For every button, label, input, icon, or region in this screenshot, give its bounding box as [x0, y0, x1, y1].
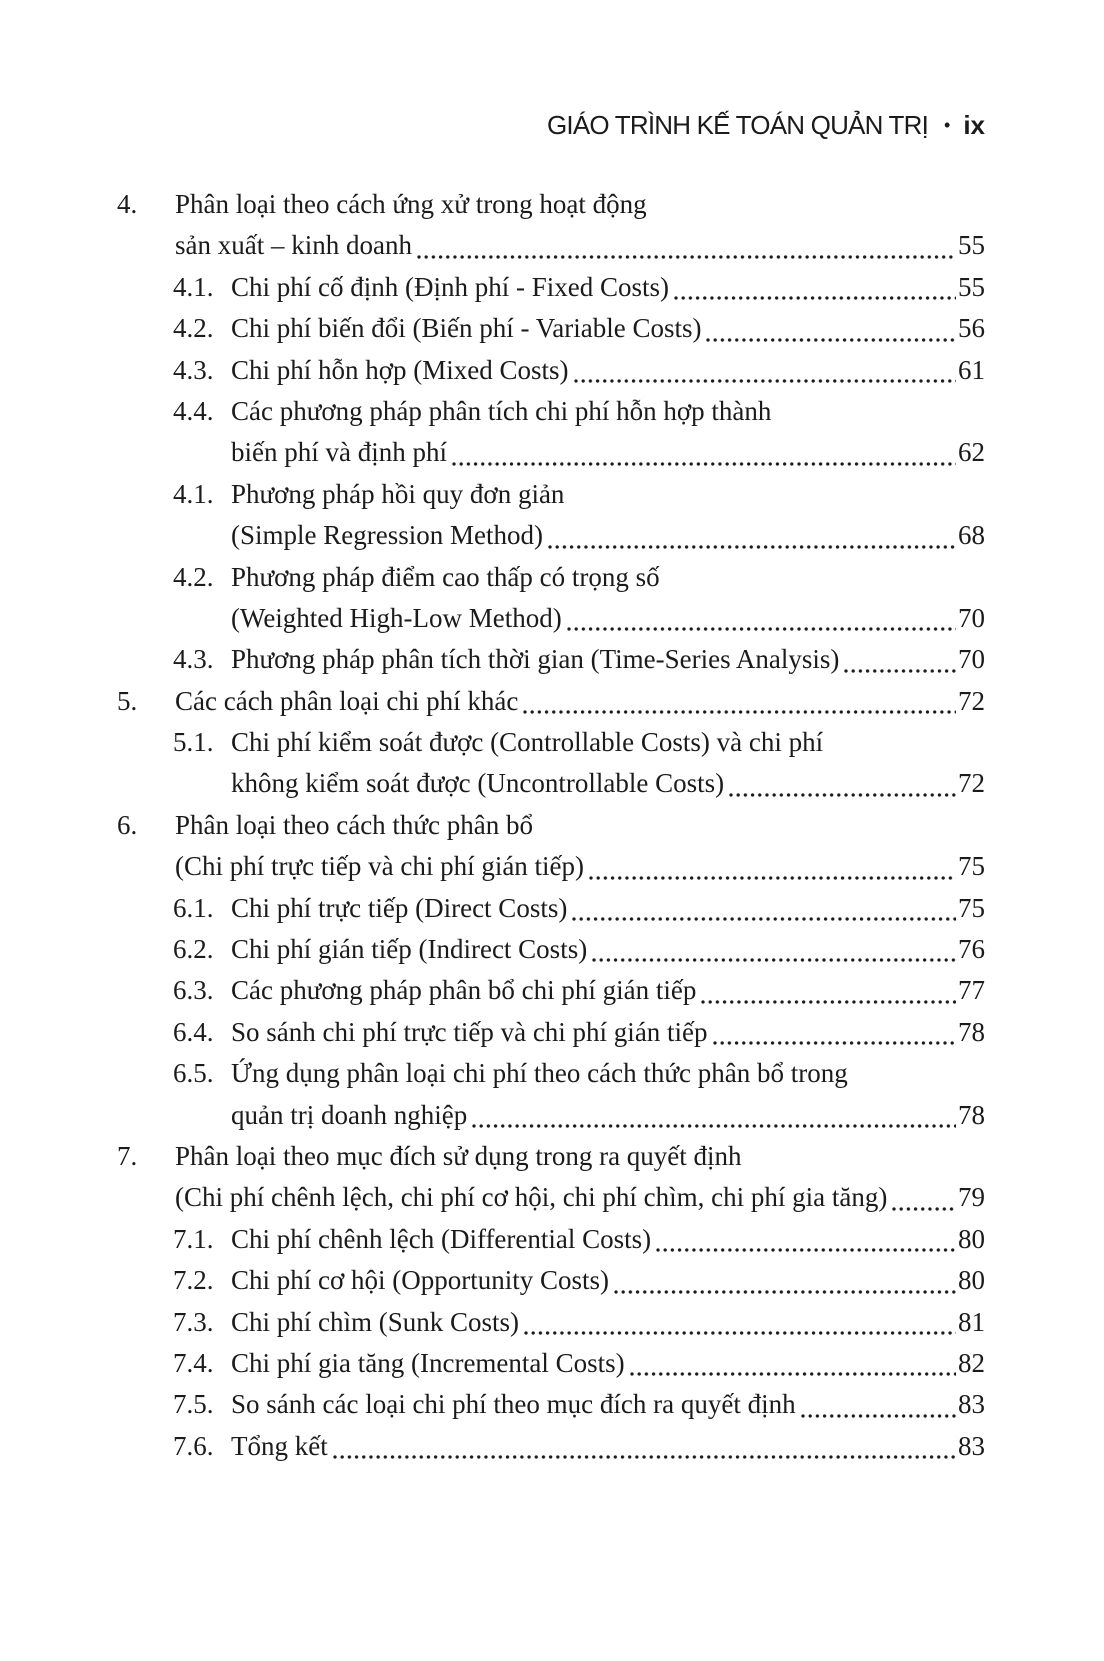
- toc-entry-number: 6.: [117, 809, 138, 840]
- toc-entry-title: Chi phí cố định (Định phí - Fixed Costs): [231, 271, 669, 302]
- toc-entry: [117, 846, 985, 887]
- toc-entry: [117, 1136, 985, 1177]
- toc-entry-page: 70: [958, 602, 985, 633]
- toc-entry-title: So sánh các loại chi phí theo mục đích ra quyết định: [231, 1389, 796, 1420]
- toc-entry-title: sản xuất – kinh doanh: [175, 230, 412, 261]
- toc-entry-number: 6.2.: [173, 934, 214, 965]
- toc-entry-title: Chi phí chìm (Sunk Costs): [231, 1306, 520, 1337]
- toc-entry-page: 75: [958, 892, 985, 923]
- toc-entry-number: 7.2.: [173, 1265, 214, 1296]
- toc-entry: [117, 474, 985, 515]
- toc-entry-page: 83: [958, 1389, 985, 1420]
- toc-entry-title: Phân loại theo cách thức phân bổ: [175, 809, 534, 840]
- toc-entry-number: 7.3.: [173, 1306, 214, 1337]
- toc-entry: [117, 267, 985, 308]
- dot-leader: [563, 598, 957, 639]
- toc-entry-title: Các phương pháp phân bổ chi phí gián tiếp: [231, 975, 697, 1006]
- dot-leader: [610, 1260, 957, 1301]
- dot-leader: [725, 763, 957, 804]
- toc-entry: [117, 1095, 985, 1136]
- dot-leader: [697, 970, 957, 1011]
- toc-entry-title: Ứng dụng phân loại chi phí theo cách thức phân bổ trong: [231, 1058, 848, 1089]
- toc-entry: [117, 1426, 985, 1467]
- toc-entry-number: 4.2.: [173, 561, 214, 592]
- toc-entry-page: 56: [958, 313, 985, 344]
- dot-leader: [570, 350, 957, 391]
- toc-entry-title: Phương pháp điểm cao thấp có trọng số: [231, 561, 660, 592]
- toc-entry-title: Chi phí hỗn hợp (Mixed Costs): [231, 354, 569, 385]
- toc-entry: [117, 929, 985, 970]
- toc-entry-number: 7.: [117, 1140, 138, 1171]
- toc-entry-page: 81: [958, 1306, 985, 1337]
- toc-entry-title: quản trị doanh nghiệp: [231, 1099, 468, 1130]
- dot-leader: [840, 639, 957, 680]
- toc-entry: [117, 970, 985, 1011]
- toc-entry-title: Phương pháp hồi quy đơn giản: [231, 478, 565, 509]
- toc-entry-number: 4.3.: [173, 644, 214, 675]
- toc-entry-page: 75: [958, 851, 985, 882]
- dot-leader: [413, 225, 957, 266]
- toc-entry-page: 83: [958, 1430, 985, 1461]
- toc-entry: [117, 1343, 985, 1384]
- toc-entry-title: Phương pháp phân tích thời gian (Time-Series Analysis): [231, 644, 840, 675]
- toc-entry-page: 61: [958, 354, 985, 385]
- header-bullet-separator: •: [944, 115, 951, 135]
- dot-leader: [520, 1302, 957, 1343]
- toc-entry-page: 79: [958, 1182, 985, 1213]
- toc-entry-title: Các phương pháp phân tích chi phí hỗn hợp thành: [231, 395, 772, 426]
- toc-entry: [117, 722, 985, 763]
- dot-leader: [585, 846, 957, 887]
- toc-entry-title: biến phí và định phí: [231, 437, 447, 468]
- toc-entry-title: Chi phí chênh lệch (Differential Costs): [231, 1223, 652, 1254]
- toc-entry-page: 62: [958, 437, 985, 468]
- toc-entry-page: 80: [958, 1265, 985, 1296]
- toc-entry-title: (Weighted High-Low Method): [231, 602, 562, 633]
- toc-entry-title: (Chi phí trực tiếp và chi phí gián tiếp): [175, 851, 585, 882]
- toc-entry-page: 78: [958, 1099, 985, 1130]
- dot-leader: [329, 1426, 957, 1467]
- toc-entry-number: 6.1.: [173, 892, 214, 923]
- toc-entry-number: 6.4.: [173, 1016, 214, 1047]
- toc-entry-number: 5.1.: [173, 727, 214, 758]
- toc-entry: [117, 1012, 985, 1053]
- toc-entry-page: 82: [958, 1347, 985, 1378]
- toc-entry-number: 7.1.: [173, 1223, 214, 1254]
- toc-entry-title: (Chi phí chênh lệch, chi phí cơ hội, chi phí chìm, chi phí gia tăng): [175, 1182, 888, 1213]
- toc-entry-number: 4.2.: [173, 313, 214, 344]
- toc-entry-title: Chi phí trực tiếp (Direct Costs): [231, 892, 568, 923]
- toc-entry-title: Phân loại theo mục đích sử dụng trong ra quyết định: [175, 1140, 742, 1171]
- toc-entry: [117, 1219, 985, 1260]
- dot-leader: [519, 681, 957, 722]
- toc-entry: [117, 432, 985, 473]
- toc-entry-title: (Simple Regression Method): [231, 520, 543, 551]
- toc-entry: [117, 308, 985, 349]
- running-title: GIÁO TRÌNH KẾ TOÁN QUẢN TRỊ: [547, 110, 928, 140]
- toc-entry-page: 68: [958, 520, 985, 551]
- toc-entry-number: 5.: [117, 685, 138, 716]
- toc-entry-title: không kiểm soát được (Uncontrollable Costs): [231, 768, 725, 799]
- toc-entry-page: 77: [958, 975, 985, 1006]
- toc-entry-title: Các cách phân loại chi phí khác: [175, 685, 519, 716]
- toc-entry: [117, 225, 985, 266]
- toc-entry: [117, 805, 985, 846]
- toc-entry: [117, 350, 985, 391]
- toc-entry-title: Chi phí cơ hội (Opportunity Costs): [231, 1265, 610, 1296]
- toc-entry-number: 4.3.: [173, 354, 214, 385]
- dot-leader: [888, 1177, 957, 1218]
- toc-entry: [117, 763, 985, 804]
- toc-entry-title: Chi phí kiểm soát được (Controllable Costs) và chi phí: [231, 727, 824, 758]
- dot-leader: [448, 432, 957, 473]
- dot-leader: [626, 1343, 957, 1384]
- toc-entry-page: 70: [958, 644, 985, 675]
- toc-entry: [117, 1302, 985, 1343]
- toc-entry: [117, 639, 985, 680]
- toc-entry-number: 4.4.: [173, 395, 214, 426]
- toc-entry: [117, 888, 985, 929]
- toc-entry: [117, 1260, 985, 1301]
- dot-leader: [709, 1012, 957, 1053]
- toc: [117, 184, 985, 1467]
- toc-entry-title: Chi phí gia tăng (Incremental Costs): [231, 1347, 625, 1378]
- toc-entry-number: 6.3.: [173, 975, 214, 1006]
- toc-entry-title: Chi phí biến đổi (Biến phí - Variable Costs): [231, 313, 702, 344]
- running-header: [117, 110, 985, 141]
- toc-entry-title: Chi phí gián tiếp (Indirect Costs): [231, 934, 588, 965]
- toc-entry: [117, 557, 985, 598]
- toc-entry-page: 80: [958, 1223, 985, 1254]
- dot-leader: [670, 267, 957, 308]
- dot-leader: [652, 1219, 957, 1260]
- toc-entry-number: 4.: [117, 189, 138, 219]
- toc-entry: [117, 598, 985, 639]
- toc-entry: [117, 515, 985, 556]
- toc-entry-number: 4.1.: [173, 478, 214, 509]
- toc-entry-number: 7.5.: [173, 1389, 214, 1420]
- toc-entry-title: Phân loại theo cách ứng xử trong hoạt động: [175, 189, 647, 219]
- toc-entry-page: 55: [958, 230, 985, 261]
- toc-entry-number: 6.5.: [173, 1058, 214, 1089]
- toc-entry-title: Tổng kết: [231, 1430, 328, 1461]
- toc-entry-number: 4.1.: [173, 271, 214, 302]
- dot-leader: [702, 308, 957, 349]
- dot-leader: [797, 1384, 957, 1425]
- toc-entry: [117, 1384, 985, 1425]
- toc-entry: [117, 681, 985, 722]
- toc-entry: [117, 184, 985, 225]
- dot-leader: [568, 888, 957, 929]
- page-roman-numeral: ix: [963, 110, 985, 140]
- toc-entry: [117, 391, 985, 432]
- toc-entry-number: 7.6.: [173, 1430, 214, 1461]
- toc-entry-page: 72: [958, 685, 985, 716]
- dot-leader: [588, 929, 957, 970]
- toc-entry: [117, 1053, 985, 1094]
- toc-entry-page: 55: [958, 271, 985, 302]
- toc-entry-page: 76: [958, 934, 985, 965]
- toc-entry-page: 78: [958, 1016, 985, 1047]
- dot-leader: [544, 515, 957, 556]
- toc-entry-number: 7.4.: [173, 1347, 214, 1378]
- dot-leader: [468, 1095, 957, 1136]
- toc-entry-page: 72: [958, 768, 985, 799]
- toc-entry: [117, 1177, 985, 1218]
- toc-entry-title: So sánh chi phí trực tiếp và chi phí gián tiếp: [231, 1016, 708, 1047]
